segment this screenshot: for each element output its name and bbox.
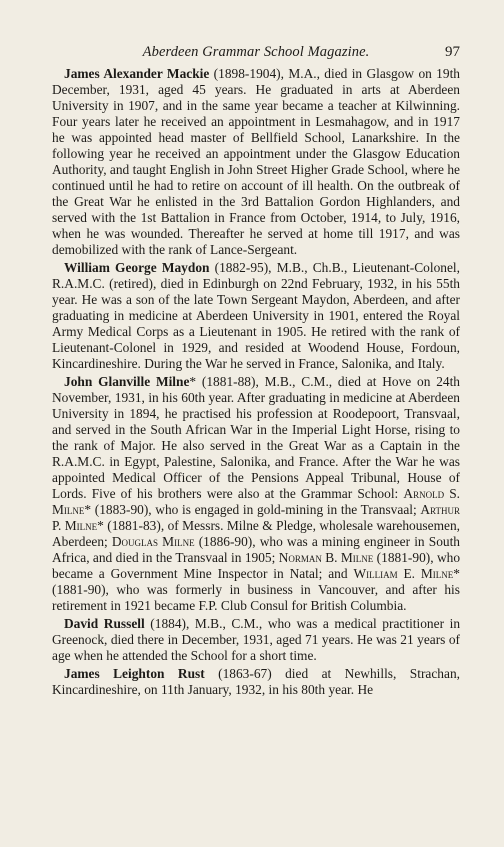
entry-name: John Glanville Milne [64, 374, 190, 389]
entry-text: * (1881-83), of Messrs. Milne & Pledge, wholesale warehousemen, Aberdeen; [52, 518, 460, 549]
brother-name: Arthur P. Milne [52, 502, 460, 533]
entry-text: (1882-95), M.B., Ch.B., Lieutenant-Colonel, R.A.M.C. (retired), died in Edinburgh on 22nd February, 1932, in his 55th year. He was a son of the late Town Sergeant Maydon, Aberdeen, and after graduating in medicine at Aberdeen University in 1901, entered the Royal Army Medical Corps as a Lieutenant in 1905. He retired with the rank of Lieutenant-Colonel in 1929, and resided at Woodend House, Fordoun, Kincardineshire. During the War he served in France, Salonika, and Italy. [52, 260, 460, 371]
entry-text: * (1883-90), who is engaged in gold-mining in the Transvaal; [84, 502, 421, 517]
page-number: 97 [445, 44, 460, 60]
brother-name: Arnold S. Milne [52, 486, 461, 517]
entry-text: * (1881-88), M.B., C.M., died at Hove on 24th November, 1931, in his 60th year. After graduating in medicine at Aberdeen University in 1894, he practised his profession at Roodepoort, Transvaal, and served in the South African War in the Imperial Light Horse, rising to the rank of Major. He also served in the Great War as a Captain in the R.A.M.C. in Egypt, Palestine, Salonika, and France. After the War he was appointed Medical Officer of the Pensions Appeal Tribunal, House of Lords. Five of his brothers were also at the Grammar School: [52, 374, 461, 501]
entry-name: James Alexander Mackie [64, 66, 210, 81]
entry-text: (1863-67) died at Newhills, Strachan, Kincardineshire, on 11th January, 1932, in his 80th year. He [52, 666, 460, 697]
entry-name: William George Maydon [64, 260, 210, 275]
obituary-entry-russell [52, 616, 460, 664]
entry-text: (1898-1904), M.A., died in Glasgow on 19th December, 1931, aged 45 years. He graduated in arts at Aberdeen University in 1907, and in the same year became a teacher at Kilwinning. Four years later he received an appointment in Lesmahagow, and in 1917 he was appointed head master of Bellfield School, Lanarkshire. In the following year he received an appointment under the Glasgow Education Authority, and taught English in John Street Higher Grade School, where he continued until he had to retire on account of ill health. On the outbreak of the Great War he enlisted in the 3rd Battalion Gordon Highlanders, and served with the 1st Battalion in France from October, 1914, to July, 1916, when he was wounded. Thereafter he served at home till 1917, and was demobilized with the rank of Lance-Sergeant. [52, 66, 460, 257]
entry-text: * (1881-90), who was formerly in business in Vancouver, and after his retirement in 1921 became F.P. Club Consul for British Columbia. [52, 566, 460, 613]
entry-name: James Leighton Rust [64, 666, 205, 681]
obituary-entry-milne [52, 374, 460, 614]
brother-name: Douglas Milne [111, 534, 195, 549]
page-header [52, 42, 460, 66]
entry-text: (1886-90), who was a mining engineer in South Africa, and died in the Transvaal in 1905; [52, 534, 460, 565]
running-head: Aberdeen Grammar School Magazine. [142, 44, 370, 60]
entry-text: (1881-90), who became a Government Mine Inspector in Natal; and [52, 550, 461, 581]
brother-name: William E. Milne [353, 566, 454, 581]
entry-name: David Russell [64, 616, 145, 631]
obituary-entry-maydon [52, 260, 460, 372]
brother-name: Norman B. Milne [278, 550, 374, 565]
obituary-entry-mackie [52, 66, 460, 258]
obituary-entry-rust [52, 666, 460, 698]
entry-text: (1884), M.B., C.M., who was a medical practitioner in Greenock, died there in December, 1931, aged 71 years. He was 21 years of age when he attended the School for a short time. [52, 616, 461, 663]
